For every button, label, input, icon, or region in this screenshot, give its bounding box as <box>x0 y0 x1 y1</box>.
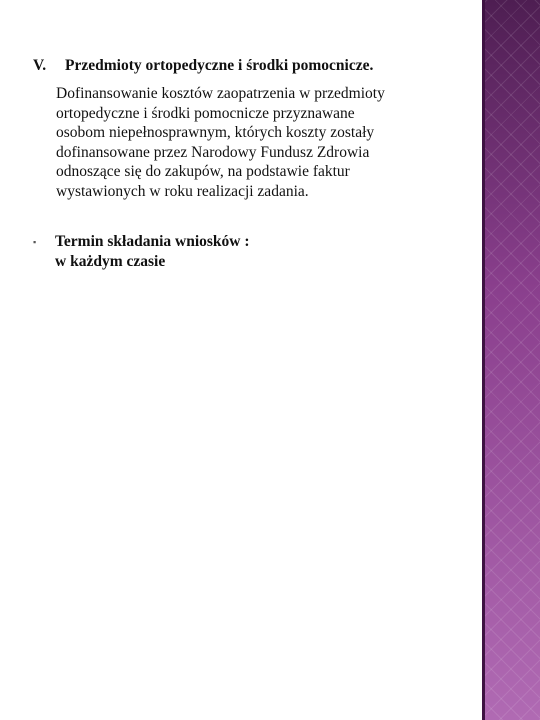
bullet-line-label: Termin składania wniosków : <box>55 233 250 250</box>
section-heading <box>33 56 373 76</box>
body-line: Dofinansowanie kosztów zaopatrzenia w przedmioty <box>56 85 385 102</box>
side-panel-edge <box>482 0 485 720</box>
body-line: osobom niepełnosprawnym, których koszty zostały <box>56 124 375 141</box>
section-number: V. <box>33 57 47 74</box>
body-line: wystawionych w roku realizacji zadania. <box>56 182 309 200</box>
body-line: dofinansowane przez Narodowy Fundusz Zdrowia <box>56 143 370 161</box>
bullet-text <box>55 232 435 271</box>
section-body <box>56 84 456 201</box>
section-title: Przedmioty ortopedyczne i środki pomocnicze. <box>65 57 374 74</box>
body-line: ortopedyczne i środki pomocnicze przyznawane <box>56 104 355 122</box>
bullet-icon: ▪ <box>33 237 37 247</box>
body-line: odnoszące się do zakupów, na podstawie faktur <box>56 163 350 180</box>
decorative-side-panel <box>482 0 540 720</box>
bullet-line-value: w każdym czasie <box>55 252 166 270</box>
